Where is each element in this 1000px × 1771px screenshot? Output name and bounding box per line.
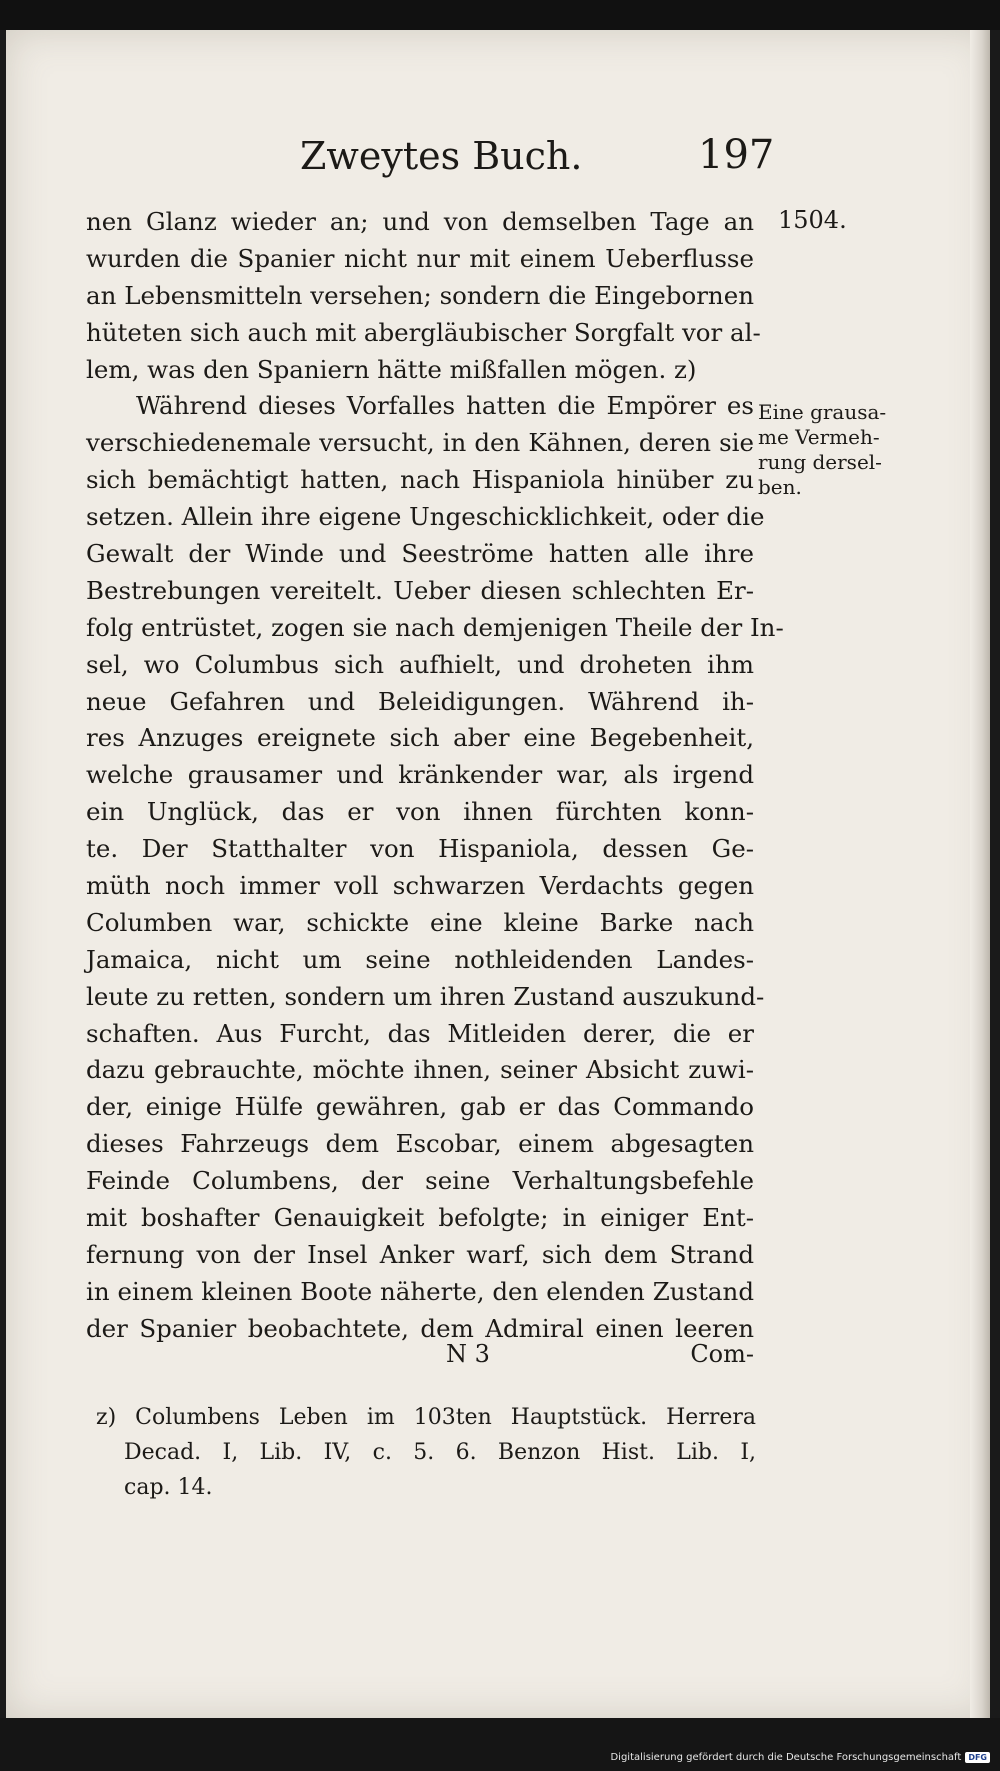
dfg-logo-icon: DFG: [965, 1752, 990, 1763]
signature-mark: N 3: [446, 1340, 490, 1368]
text-line: an Lebensmitteln versehen; sondern die Eingebornen: [86, 280, 754, 310]
digitization-credit: [610, 1752, 990, 1763]
text-line: Jamaica, nicht um seine nothleidenden Landes-: [86, 944, 754, 974]
text-line: mit boshafter Genauigkeit befolgte; in einiger Ent-: [86, 1203, 754, 1233]
footnote-line: cap. 14.: [124, 1475, 213, 1500]
text-line: neue Gefahren und Beleidigungen. Während ih-: [86, 686, 754, 716]
page-foot-line: [86, 1340, 754, 1374]
text-line: der Spanier beobachtete, dem Admiral einen leeren: [86, 1313, 754, 1343]
catchword: Com-: [690, 1340, 754, 1368]
text-line: Feinde Columbens, der seine Verhaltungsbefehle: [86, 1166, 754, 1196]
text-line: dazu gebrauchte, möchte ihnen, seiner Absicht zuwi-: [86, 1055, 754, 1085]
text-line: lem, was den Spaniern hätte mißfallen mögen. z): [86, 354, 697, 384]
text-line: res Anzuges ereignete sich aber eine Begebenheit,: [86, 723, 754, 753]
marginal-note-line: me Vermeh-: [758, 425, 880, 449]
text-line: fernung von der Insel Anker warf, sich dem Strand: [86, 1239, 754, 1269]
text-line: in einem kleinen Boote näherte, den elenden Zustand: [86, 1276, 754, 1306]
footnote: [96, 1400, 756, 1505]
text-line: müth noch immer voll schwarzen Verdachts gegen: [86, 871, 754, 901]
text-line: te. Der Statthalter von Hispaniola, dessen Ge-: [86, 834, 754, 864]
page-gutter-shadow: [970, 30, 990, 1718]
marginal-note: [758, 400, 908, 500]
text-line: dieses Fahrzeugs dem Escobar, einem abgesagten: [86, 1129, 754, 1159]
text-line: Während dieses Vorfalles hatten die Empörer es: [136, 391, 754, 421]
text-line: sel, wo Columbus sich aufhielt, und droheten ihm: [86, 649, 754, 679]
footnote-line: z) Columbens Leben im 103ten Hauptstück. Herrera: [96, 1405, 756, 1430]
page-number: 197: [698, 132, 775, 178]
footnote-line: Decad. I, Lib. IV, c. 5. 6. Benzon Hist. Lib. I,: [124, 1440, 756, 1465]
text-line: der, einige Hülfe gewähren, gab er das Commando: [86, 1092, 754, 1122]
marginal-note-line: rung dersel-: [758, 450, 882, 474]
text-line: hüteten sich auch mit abergläubischer Sorgfalt vor al-: [86, 317, 761, 347]
text-line: sich bemächtigt hatten, nach Hispaniola hinüber zu: [86, 465, 754, 495]
credit-text: Digitalisierung gefördert durch die Deutsche Forschungsgemeinschaft: [610, 1752, 962, 1763]
text-line: wurden die Spanier nicht nur mit einem Ueberflusse: [86, 243, 754, 273]
scanner-top-edge: [0, 0, 1000, 30]
text-line: verschiedenemale versucht, in den Kähnen, deren sie: [86, 428, 754, 458]
text-line: leute zu retten, sondern um ihren Zustand auszukund-: [86, 981, 765, 1011]
text-line: folg entrüstet, zogen sie nach demjenigen Theile der In-: [86, 612, 784, 642]
text-line: ein Unglück, das er von ihnen fürchten konn-: [86, 797, 754, 827]
marginal-note-line: ben.: [758, 475, 802, 499]
margin-year: 1504.: [778, 206, 847, 234]
text-line: welche grausamer und kränkender war, als irgend: [86, 760, 754, 790]
running-header: Zweytes Buch.: [300, 134, 583, 178]
scanner-bottom-strip: [0, 1718, 1000, 1771]
text-line: Gewalt der Winde und Seeströme hatten alle ihre: [86, 539, 754, 569]
text-line: schaften. Aus Furcht, das Mitleiden derer, die er: [86, 1018, 754, 1048]
text-line: Bestrebungen vereitelt. Ueber diesen schlechten Er-: [86, 575, 754, 605]
text-line: setzen. Allein ihre eigene Ungeschicklichkeit, oder die: [86, 502, 765, 532]
marginal-note-line: Eine grausa-: [758, 400, 887, 424]
body-text: [86, 204, 784, 1348]
text-line: Columben war, schickte eine kleine Barke nach: [86, 907, 754, 937]
text-line: nen Glanz wieder an; und von demselben Tage an: [86, 207, 754, 236]
